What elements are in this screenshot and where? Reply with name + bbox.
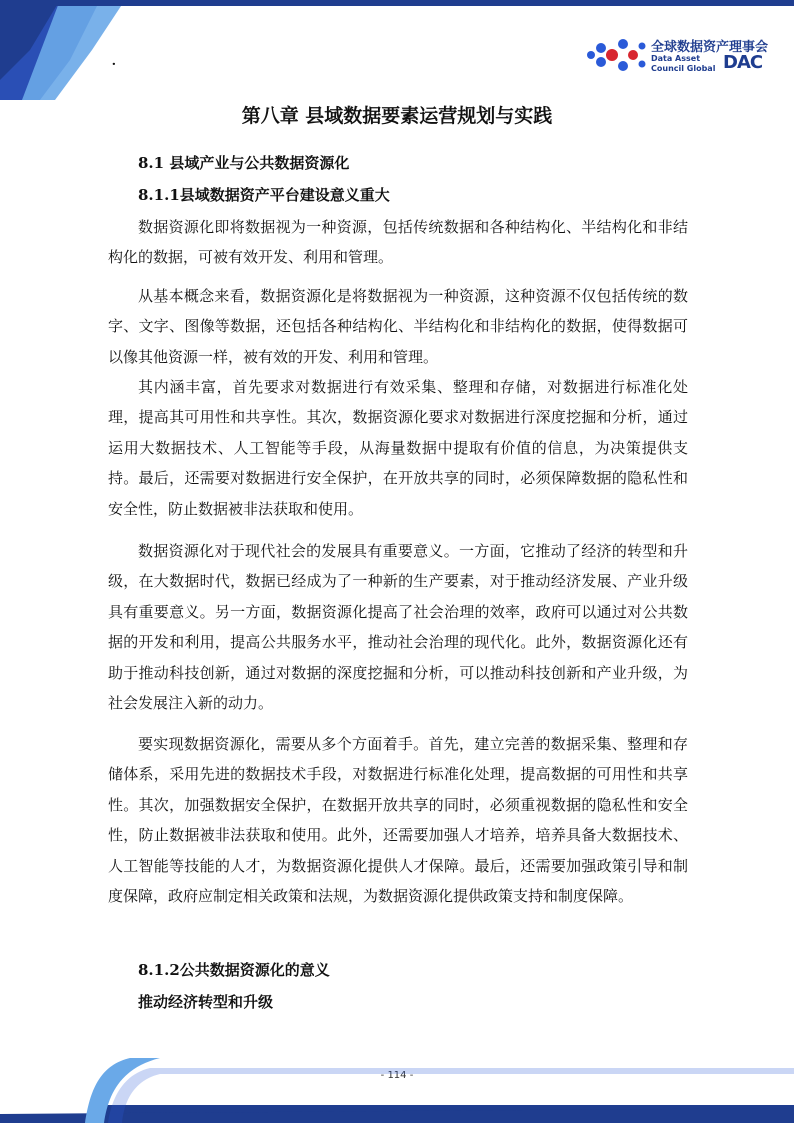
chapter-title: 第八章 县域数据要素运营规划与实践 <box>241 105 553 127</box>
dac-logo-icon <box>585 34 647 76</box>
logo-name-en-line2: Council Global <box>651 64 716 73</box>
logo-abbr: DAC <box>723 52 763 73</box>
paragraph-5: 要实现数据资源化，需要从多个方面着手。首先，建立完善的数据采集、整理和存储体系，采用先进的数据技术手段，对数据进行标准化处理，提高数据的可用性和共享性。其次，加强数据安全保护，在数据开放共享的同时，必须重视数据的隐私性和安全性，防止数据被非法获取和使用。此外，还需要加强人才培养，培养具备大数据技术、人工智能等技能的人才，为数据资源化提供人才保障。最后，还需要加强政策引导和制度保障，政府应制定相关政策和法规，为数据资源化提供政策支持和制度保障。 <box>108 735 688 906</box>
paragraph-3: 其内涵丰富，首先要求对数据进行有效采集、整理和存储，对数据进行标准化处理，提高其可用性和共享性。其次，数据资源化要求对数据进行深度挖掘和分析，通过运用大数据技术、人工智能等手段，从海量数据中提取有价值的信息，为决策提供支持。最后，还需要对数据进行安全保护，在开放共享的同时，必须保障数据的隐私性和安全性，防止数据被非法获取和使用。 <box>108 378 688 518</box>
logo-name-cn: 全球数据资产理事会 <box>651 40 769 55</box>
subheading: 推动经济转型和升级 <box>138 993 274 1011</box>
subsection-heading-2: 8.1.2公共数据资源化的意义 <box>138 961 330 979</box>
header-dot: · <box>111 54 117 75</box>
paragraph-4: 数据资源化对于现代社会的发展具有重要意义。一方面，它推动了经济的转型和升级，在大数据时代，数据已经成为了一种新的生产要素，对于推动经济发展、产业升级具有重要意义。另一方面，数据资源化提高了社会治理的效率，政府可以通过对公共数据的开发和利用，提高公共服务水平，推动社会治理的现代化。此外，数据资源化还有助于推动科技创新，通过对数据的深度挖掘和分析，可以推动科技创新和产业升级，为社会发展注入新的动力。 <box>108 542 688 713</box>
paragraph-1: 数据资源化即将数据视为一种资源，包括传统数据和各种结构化、半结构化和非结构化的数据，可被有效开发、利用和管理。 <box>108 218 688 267</box>
footer-decoration <box>0 1050 794 1123</box>
subsection-heading-1: 8.1.1县域数据资产平台建设意义重大 <box>138 186 390 204</box>
dac-logo <box>585 34 785 76</box>
logo-name-en-line1: Data Asset <box>651 54 701 63</box>
section-heading: 8.1 县域产业与公共数据资源化 <box>138 154 350 172</box>
paragraph-2: 从基本概念来看，数据资源化是将数据视为一种资源，这种资源不仅包括传统的数字、文字、图像等数据，还包括各种结构化、半结构化和非结构化的数据，使得数据可以像其他资源一样，被有效的开发、利用和管理。 <box>108 287 688 366</box>
page-number: - 114 - <box>380 1070 414 1081</box>
